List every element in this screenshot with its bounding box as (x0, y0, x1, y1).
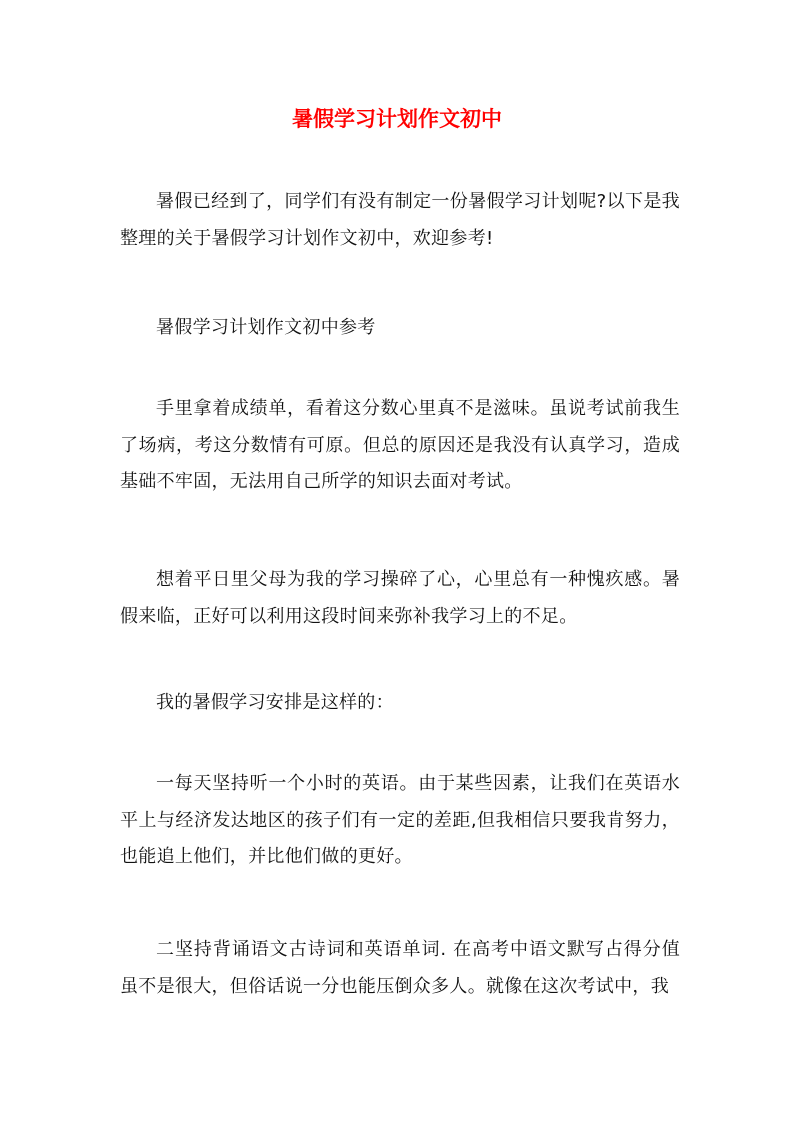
body-paragraph: 想着平日里父母为我的学习操碎了心，心里总有一种愧疚感。暑假来临，正好可以利用这段时间来弥补我学习上的不足。 (120, 569, 680, 627)
document-title: 暑假学习计划作文初中 (292, 107, 502, 131)
body-paragraph: 我的暑假学习安排是这样的： (156, 692, 394, 713)
body-paragraph: 二坚持背诵语文古诗词和英语单词. 在高考中语文默写占得分值虽不是很大，但俗话说一分也能压倒众多人。就像在这次考试中，我 (120, 939, 680, 997)
intro-paragraph: 暑假已经到了，同学们有没有制定一份暑假学习计划呢?以下是我整理的关于暑假学习计划作文初中，欢迎参考! (120, 191, 680, 249)
body-paragraph: 一每天坚持听一个小时的英语。由于某些因素，让我们在英语水平上与经济发达地区的孩子们有一定的差距,但我相信只要我肯努力，也能追上他们，并比他们做的更好。 (120, 773, 680, 867)
body-paragraph: 手里拿着成绩单，看着这分数心里真不是滋味。虽说考试前我生了场病，考这分数情有可原。但总的原因还是我没有认真学习，造成基础不牢固，无法用自己所学的知识去面对考试。 (120, 398, 680, 492)
section-heading-paragraph: 暑假学习计划作文初中参考 (156, 317, 376, 338)
